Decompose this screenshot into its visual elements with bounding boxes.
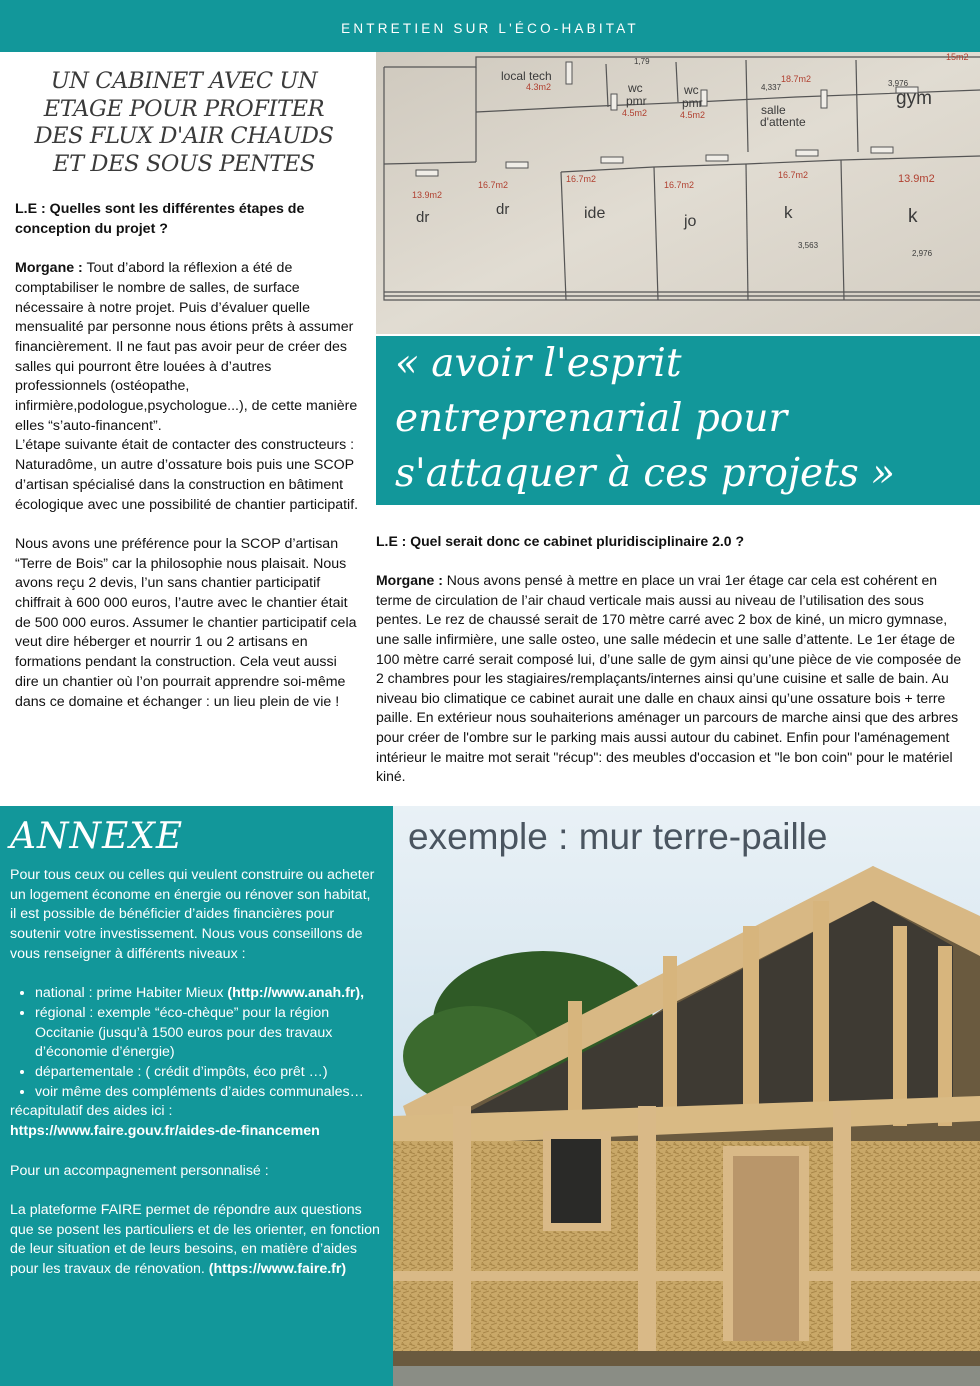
recap-link[interactable]: https://www.faire.gouv.fr/aides-de-financemen xyxy=(10,1123,320,1140)
svg-text:16.7m2: 16.7m2 xyxy=(778,170,809,180)
svg-text:1,79: 1,79 xyxy=(634,57,650,66)
svg-text:13.9m2: 13.9m2 xyxy=(412,190,443,200)
svg-text:16.7m2: 16.7m2 xyxy=(478,180,509,190)
answer-1-p3: Nous avons une préférence pour la SCOP d’artisan “Terre de Bois” car la philosophie nous plaisait. Nous avons reçu 2 devis, l’un sans chantier participatif chiffrait à 600 000 euros, l’autre avec le chantier était de 500 000 euros. Assumer le chantier participatif cela veut dire héberger et nourrir 1 ou 2 artisans en formations pendant la construction. Cela veut aussi dire un chantier où l’on pourrait apprendre soi-même dans ce domaine et échanger : un lieu plein de vie ! xyxy=(15,535,357,710)
interview-part-1 xyxy=(15,200,360,712)
quote-line: « avoir l'esprit xyxy=(395,341,682,386)
answer-1 xyxy=(15,259,360,436)
accompaniment-label: Pour un accompagnement personnalisé : xyxy=(10,1162,269,1179)
svg-text:local tech: local tech xyxy=(501,69,552,83)
svg-text:pmr: pmr xyxy=(626,94,647,108)
quote-line: entreprenarial pour xyxy=(395,396,788,441)
faire-paragraph xyxy=(10,1201,380,1280)
headline-line: UN CABINET AVEC UN xyxy=(50,68,318,94)
aid-text: national : prime Habiter Mieux xyxy=(35,985,228,1002)
svg-text:4,337: 4,337 xyxy=(761,83,782,92)
question-1: L.E : Quelles sont les différentes étapes de conception du projet ? xyxy=(15,201,305,237)
aid-list-item xyxy=(35,984,380,1004)
question-2: L.E : Quel serait donc ce cabinet pluridisciplinaire 2.0 ? xyxy=(376,533,744,549)
svg-text:k: k xyxy=(908,206,918,227)
annex-title: ANNEXE xyxy=(10,816,184,857)
aid-list-item: • voir même des compléments d’aides communales… xyxy=(35,1083,380,1103)
svg-text:3,976: 3,976 xyxy=(888,79,909,88)
header-title: ENTRETIEN SUR L'ÉCO-HABITAT xyxy=(341,21,639,36)
svg-text:4.5m2: 4.5m2 xyxy=(680,110,706,120)
svg-text:dr: dr xyxy=(496,201,510,218)
svg-text:k: k xyxy=(784,203,793,222)
recap-label: récapitulatif des aides ici : xyxy=(10,1103,173,1120)
answer-2 xyxy=(376,571,972,787)
quote-line: s'attaquer à ces projets » xyxy=(395,451,895,496)
svg-text:wc: wc xyxy=(684,83,699,97)
answer-1-text: Tout d’abord la réflexion a été de comptabiliser le nombre de salles, de surface nécessaire à notre projet. Puis d’évaluer quelle mensualité par personne nous étions prêts à assumer financièrement. Il ne faut pas avoir peur de créer des salles qui pourront être louées à d’autres professionnels (ostéopathe, infirmière,podologue,psychologue...), de cette manière elles “s’auto-financent”. xyxy=(15,260,358,434)
aid-list-item: • régional : exemple “éco-chèque” pour la région Occitanie (jusqu’à 1500 euros pour des travaux d’économie d’énergie) xyxy=(35,1004,380,1063)
pull-quote xyxy=(376,336,980,505)
example-title: exemple : mur terre-paille xyxy=(408,816,828,857)
speaker-label: Morgane : xyxy=(15,260,83,277)
floor-plan-photo xyxy=(376,52,980,334)
svg-text:pmr: pmr xyxy=(682,96,703,110)
svg-text:salle: salle xyxy=(761,103,786,117)
annex-intro: Pour tous ceux ou celles qui veulent construire ou acheter un logement économe en énergie ou rénover son habitat, il est possible de bénéficier d’aides financières pour soutenir votre investissement. Nous vous conseillons de vous renseigner à différents niveaux : xyxy=(10,867,375,962)
svg-text:15m2: 15m2 xyxy=(946,52,969,62)
article-headline xyxy=(14,68,354,178)
anah-link[interactable]: (http://www.anah.fr), xyxy=(227,985,365,1002)
svg-text:13.9m2: 13.9m2 xyxy=(898,173,935,185)
interview-part-2 xyxy=(376,532,972,787)
svg-text:18.7m2: 18.7m2 xyxy=(781,74,812,84)
svg-text:3,563: 3,563 xyxy=(798,241,819,250)
headline-line: ET DES SOUS PENTES xyxy=(53,150,315,177)
speaker-label: Morgane : xyxy=(376,572,443,589)
answer-1-p2: L’étape suivante était de contacter des constructeurs : Naturadôme, un autre d’ossature bois puis une SCOP d’artisan spécialisé dans la construction en bâtiment écologique avec une possibilité de chantier participatif. xyxy=(15,437,359,513)
header-banner xyxy=(0,0,980,52)
faire-text: La plateforme FAIRE permet de répondre aux questions que se posent les particuliers et de les orienter, en fonction de leur situation et de leurs besoins, en matière d’aides pour les travaux de rénovation. xyxy=(10,1201,380,1278)
answer-2-text: Nous avons pensé à mettre en place un vrai 1er étage car cela est cohérent en terme de circulation de l’air chaud verticale mais aussi au niveau de l’utilisation des sous pentes. Le rez de chaussé serait de 170 mètre carré avec 2 box de kiné, un micro gymnase, une salle infirmière, une salle osteo, une salle médecin et une salle d’attente. Le 1er étage de 100 mètre carré serait composé lui, d’une salle de gym ainsi qu’une pièce de vie composée de 2 chambres pour les stagiaires/remplaçants/internes ainsi qu’une cuisine et salle de bain. Au niveau bio climatique ce cabinet aurait une dalle en chaux ainsi qu’une ossature bois + terre paille. En extérieur nous souhaiterions aménager un parcours de marche ainsi que des arbres pour créer de l'ombre sur le parking mais aussi autour du cabinet. Enfin pour l'aménagement intérieur le maitre mot serait "récup": des meubles d'occasion et "le bon coin" pour le matériel kiné. xyxy=(376,572,962,785)
svg-text:4.5m2: 4.5m2 xyxy=(622,108,648,118)
svg-text:wc: wc xyxy=(628,81,643,95)
svg-text:2,976: 2,976 xyxy=(912,249,933,258)
aid-list xyxy=(10,984,380,1102)
svg-text:gym: gym xyxy=(896,88,932,109)
annex-panel xyxy=(0,806,393,1386)
svg-text:16.7m2: 16.7m2 xyxy=(664,180,695,190)
svg-text:16.7m2: 16.7m2 xyxy=(566,174,597,184)
svg-text:ide: ide xyxy=(584,205,606,222)
svg-text:jo: jo xyxy=(684,213,697,230)
headline-line: ETAGE POUR PROFITER xyxy=(43,95,325,122)
headline-line: DES FLUX D'AIR CHAUDS xyxy=(34,123,334,149)
svg-text:d'attente: d'attente xyxy=(760,115,806,129)
faire-link[interactable]: (https://www.faire.fr) xyxy=(208,1261,347,1278)
straw-wall-example-photo xyxy=(393,806,980,1386)
aid-list-item: • départementale : ( crédit d’impôts, éco prêt …) xyxy=(35,1063,380,1083)
svg-text:4.3m2: 4.3m2 xyxy=(526,82,552,92)
svg-text:dr: dr xyxy=(416,209,430,226)
